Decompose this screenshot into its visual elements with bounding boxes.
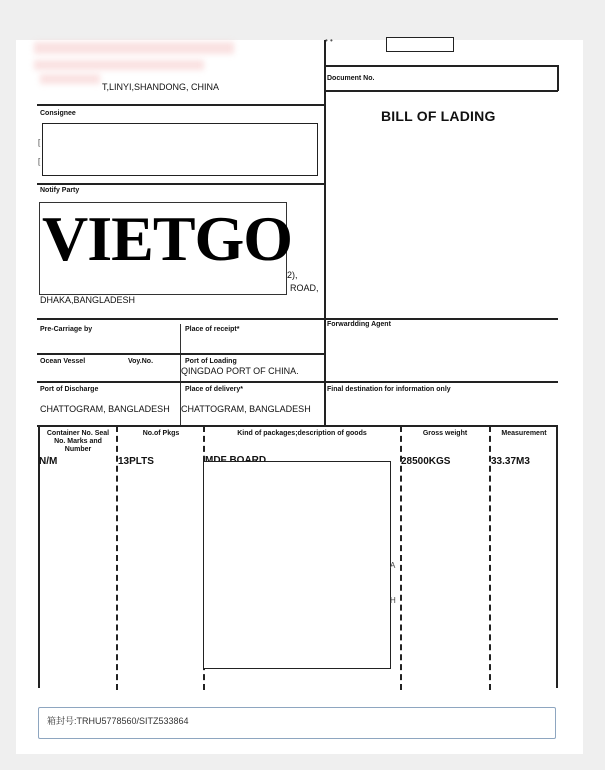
header-pkgs: No.of Pkgs xyxy=(142,430,180,437)
blurred-shipper-text-2 xyxy=(34,60,204,70)
forwarding-agent-label: Forwardding Agent xyxy=(327,321,391,328)
seal-number-box xyxy=(38,707,556,739)
port-of-loading-value: QINGDAO PORT OF CHINA. xyxy=(181,366,299,376)
header-container: Container No. Seal No. Marks and Number xyxy=(46,430,110,453)
rule xyxy=(37,318,558,320)
seal-number-text: 箱封号:TRHU5778560/SITZ533864 xyxy=(47,716,189,726)
notify-address-fragment-2: ROAD, xyxy=(290,283,319,293)
notify-city: DHAKA,BANGLADESH xyxy=(40,295,136,305)
final-destination-label: Final destination for information only xyxy=(327,386,451,393)
rule xyxy=(37,183,325,185)
rule xyxy=(37,381,558,383)
column-divider xyxy=(324,40,326,426)
ocean-vessel-label: Ocean Vessel xyxy=(40,358,86,365)
blurred-shipper-text-3 xyxy=(40,74,100,84)
header-gross-weight: Gross weight xyxy=(422,430,468,437)
shipper-address: T,LINYI,SHANDONG, CHINA xyxy=(102,82,220,92)
port-of-discharge-label: Port of Discharge xyxy=(40,386,99,393)
cut-text-top: • • xyxy=(325,36,333,45)
pre-carriage-label: Pre-Carriage by xyxy=(40,326,93,333)
cut-text: [ xyxy=(38,138,41,147)
cargo-redacted-box xyxy=(203,461,391,669)
cargo-cut-text-a: A xyxy=(390,561,396,570)
vietgo-watermark-logo: VIETGO xyxy=(42,203,293,274)
header-kind: Kind of packages;description of goods xyxy=(237,430,367,437)
cargo-marks: N/M xyxy=(39,456,58,467)
header-measurement: Measurement xyxy=(501,430,547,437)
cargo-cut-text-h: H xyxy=(390,596,396,605)
rule xyxy=(37,353,325,355)
cargo-measurement: 33.37M3 xyxy=(491,456,530,467)
consignee-label: Consignee xyxy=(40,110,76,117)
voy-no-label: Voy.No. xyxy=(128,358,154,365)
document-title: BILL OF LADING xyxy=(381,108,496,124)
cut-text: [ xyxy=(38,157,41,166)
blurred-shipper-text xyxy=(34,42,234,54)
document-no-label: Document No. xyxy=(327,75,375,82)
cargo-pkgs: 13PLTS xyxy=(118,456,154,467)
rule xyxy=(324,65,558,67)
notify-party-label: Notify Party xyxy=(40,187,80,194)
rule xyxy=(37,104,325,106)
consignee-redacted-box xyxy=(42,123,318,176)
right-edge xyxy=(557,65,559,91)
rule xyxy=(324,90,558,92)
port-of-loading-label: Port of Loading xyxy=(185,358,237,365)
place-of-receipt-label: Place of receipt* xyxy=(185,326,240,333)
place-of-delivery-label: Place of delivery* xyxy=(185,386,243,393)
redacted-box-top xyxy=(386,37,454,52)
cargo-gross-weight: 28500KGS xyxy=(401,456,451,467)
place-of-delivery-value: CHATTOGRAM, BANGLADESH xyxy=(181,404,311,414)
port-of-discharge-value: CHATTOGRAM, BANGLADESH xyxy=(40,404,170,414)
cargo-right-edge xyxy=(556,426,558,688)
notify-address-fragment-1: 2), xyxy=(287,270,298,280)
